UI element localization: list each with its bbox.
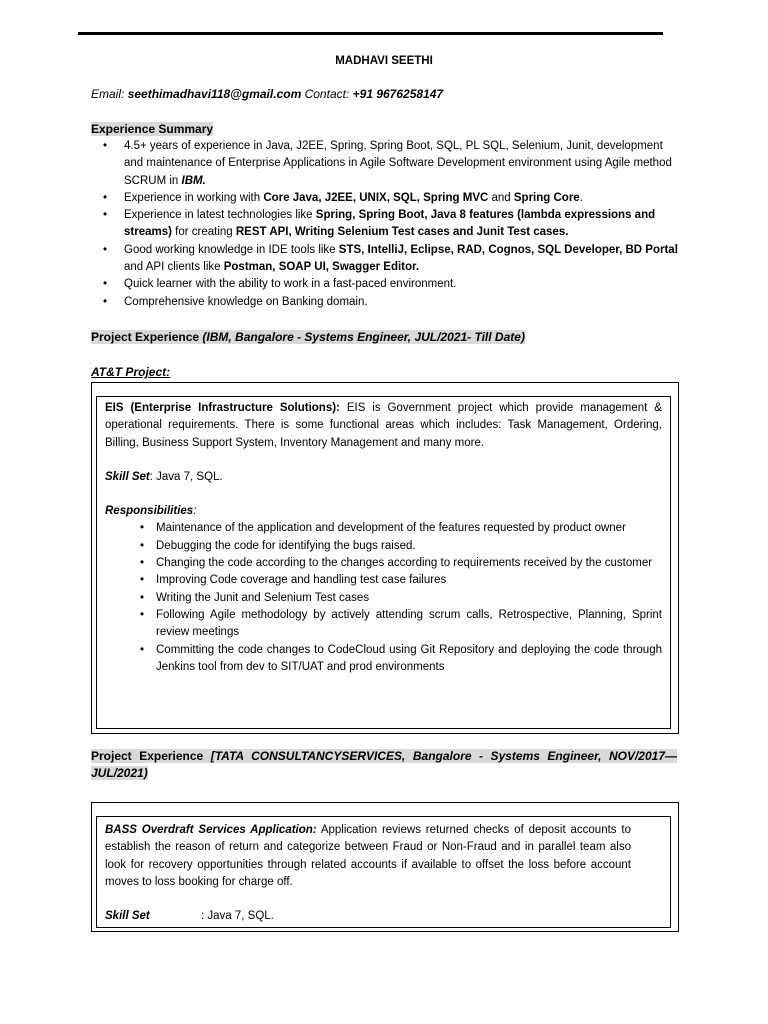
summary-text: Postman, SOAP UI, Swagger Editor. — [223, 261, 420, 274]
ibm-heading-detail: (IBM, Bangalore - Systems Engineer, JUL/2021- Till Date) — [199, 330, 525, 344]
email-address: seethimadhavi118@gmail.com — [127, 87, 302, 101]
responsibility-item: • Maintenance of the application and development of the features requested by product owner — [105, 520, 662, 537]
att-project-title: AT&T Project: — [91, 365, 171, 379]
responsibility-item: • Debugging the code for identifying the bugs raised. — [105, 538, 662, 555]
summary-text: 4.5+ years of experience in Java, J2EE, Spring, Spring Boot, SQL, PL SQL, Selenium, Junit, development and maintenance of Enterprise Applications in Agile Software Development environment using Agile method SCRUM in — [124, 140, 672, 187]
ibm-project-description — [105, 400, 662, 452]
summary-text: Core Java, J2EE, UNIX, SQL, Spring MVC — [263, 191, 489, 204]
responsibility-item: • Writing the Junit and Selenium Test cases — [105, 590, 662, 607]
ibm-responsibilities-list — [105, 520, 662, 676]
experience-summary-label: Experience Summary — [91, 122, 214, 136]
tcs-heading-detail: [TATA CONSULTANCYSERVICES, Bangalore - Systems Engineer, NOV/2017—JUL/2021) — [91, 749, 677, 781]
summary-text: Experience in working with — [124, 191, 264, 204]
summary-text: Spring, Spring Boot, Java 8 features (lambda expressions and streams) — [124, 209, 656, 239]
summary-text: and — [488, 191, 514, 204]
summary-item — [91, 294, 681, 311]
top-rule — [78, 32, 663, 35]
summary-text: STS, IntelliJ, Eclipse, RAD, Cognos, SQL Developer, BD Portal — [338, 243, 678, 256]
ibm-responsibilities-heading — [105, 503, 662, 520]
tcs-skill-set — [105, 908, 631, 925]
ibm-project-heading — [91, 329, 525, 346]
summary-item — [91, 207, 681, 242]
summary-text: Quick learner with the ability to work in a fast-paced environment. — [124, 278, 457, 291]
ibm-skill-set — [105, 469, 662, 486]
responsibility-item: • Committing the code changes to CodeCloud using Git Repository and deploying the code through Jenkins tool from dev to SIT/UAT and prod environments — [105, 642, 662, 677]
email-label: Email: — [91, 87, 125, 101]
contact-label: Contact: — [304, 87, 350, 101]
summary-text: Experience in latest technologies like — [124, 209, 316, 222]
ibm-resp-label: Responsibilities — [105, 505, 194, 518]
tcs-desc-label: BASS Overdraft Services Application: — [105, 824, 317, 836]
tcs-project-content — [105, 822, 631, 925]
summary-item — [91, 190, 681, 207]
summary-text: and API clients like — [124, 261, 224, 274]
ibm-skill-label: Skill Set — [105, 470, 150, 483]
summary-text: Comprehensive knowledge on Banking domain. — [124, 295, 368, 308]
summary-text: for creating — [171, 226, 236, 239]
summary-text: REST API, Writing Selenium Test cases and Junit Test cases. — [235, 226, 569, 239]
summary-item — [91, 138, 681, 190]
summary-text: . — [579, 191, 583, 204]
phone-number: +91 9676258147 — [352, 87, 444, 101]
tcs-project-description — [105, 822, 631, 891]
summary-item — [91, 276, 681, 293]
ibm-heading-label: Project Experience — [91, 330, 200, 344]
candidate-name: MADHAVI SEETHI — [335, 55, 433, 67]
summary-text: Spring Core — [513, 191, 580, 204]
summary-text: IBM. — [181, 174, 206, 187]
tcs-skill-text: : Java 7, SQL. — [201, 910, 274, 923]
contact-line — [91, 86, 443, 103]
ibm-desc-text: EIS is Government project which provide management & operational requirements. There is some functional areas which includes: Task Management, Ordering, Billing, Business Support System, Inventory Management and many more. — [105, 402, 662, 449]
responsibility-item: • Changing the code according to the changes according to requirements received by the customer — [105, 555, 662, 572]
experience-summary-list — [91, 138, 681, 311]
responsibility-item: • Following Agile methodology by actively attending scrum calls, Retrospective, Planning, Sprint review meetings — [105, 607, 662, 642]
responsibility-item: • Improving Code coverage and handling test case failures — [105, 572, 662, 589]
summary-item — [91, 242, 681, 277]
experience-summary-heading — [91, 121, 213, 138]
tcs-project-heading — [91, 748, 677, 783]
summary-text: Good working knowledge in IDE tools like — [124, 243, 339, 256]
ibm-desc-label: EIS (Enterprise Infrastructure Solutions): — [105, 402, 340, 414]
tcs-skill-label: Skill Set — [105, 910, 150, 923]
tcs-desc-text: Application reviews returned checks of deposit accounts to establish the reason of return and categorize between Fraud or Non-Fraud and in parallel team also look for recovery opportunities through related accounts if available to offset the loss before account moves to loss booking for charge off. — [105, 824, 631, 888]
ibm-project-content — [105, 400, 662, 676]
tcs-heading-label: Project Experience — [91, 749, 204, 763]
ibm-skill-text: : Java 7, SQL. — [149, 470, 223, 483]
ibm-resp-colon: : — [193, 505, 197, 518]
